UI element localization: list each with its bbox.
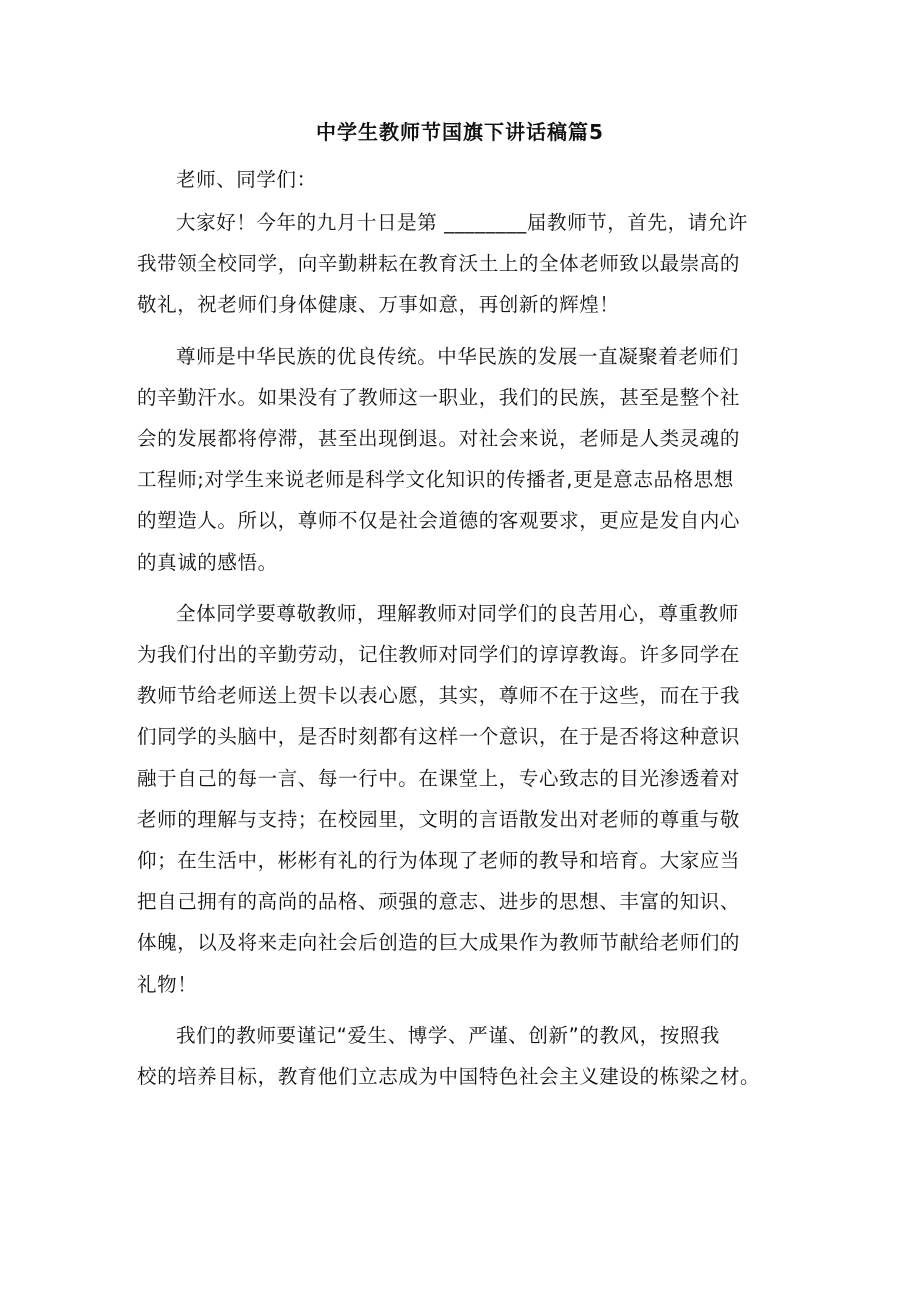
paragraph-line: 礼物！ <box>137 972 198 996</box>
paragraph-line: 大家好！今年的九月十日是第 ________届教师节，首先，请允许 <box>176 211 748 234</box>
paragraph-1 <box>137 202 807 326</box>
greeting-line: 老师、同学们： <box>176 168 317 191</box>
paragraph-line: 老师的理解与支持；在校园里，文明的言语散发出对老师的尊重与敬 <box>137 807 741 831</box>
paragraph-line: 仰；在生活中，彬彬有礼的行为体现了老师的教导和培育。大家应当 <box>137 849 741 873</box>
paragraph-line: 我带领全校同学，向辛勤耕耘在教育沃土上的全体老师致以最崇高的 <box>137 252 741 276</box>
paragraph-line: 敬礼，祝老师们身体健康、万事如意，再创新的辉煌！ <box>137 293 620 317</box>
paragraph-line: 的辛勤汗水。如果没有了教师这一职业，我们的民族，甚至是整个社 <box>137 385 741 409</box>
paragraph-3 <box>137 593 807 1005</box>
paragraph-line: 把自己拥有的高尚的品格、顽强的意志、进步的思想、丰富的知识、 <box>137 890 741 914</box>
paragraph-line: 为我们付出的辛勤劳动，记住教师对同学们的谆谆教诲。许多同学在 <box>137 643 741 667</box>
paragraph-line: 的真诚的感悟。 <box>137 550 278 574</box>
paragraph-2 <box>137 336 807 583</box>
document-title: 中学生教师节国旗下讲话稿篇5 <box>316 120 604 144</box>
paragraph-line: 会的发展都将停滞，甚至出现倒退。对社会来说，老师是人类灵魂的 <box>137 427 741 451</box>
paragraph-line: 们同学的头脑中，是否时刻都有这样一个意识，在于是否将这种意识 <box>137 725 741 749</box>
document-body <box>137 162 807 1097</box>
paragraph-line: 体魄，以及将来走向社会后创造的巨大成果作为教师节献给老师们的 <box>137 931 741 955</box>
paragraph-line: 工程师;对学生来说老师是科学文化知识的传播者,更是意志品格思想 <box>137 468 734 492</box>
paragraph-line: 校的培养目标，教育他们立志成为中国特色社会主义建设的栋梁之材。 <box>137 1065 761 1089</box>
paragraph-line: 融于自己的每一言、每一行中。在课堂上，专心致志的目光渗透着对 <box>137 766 741 790</box>
paragraph-line: 的塑造人。所以，尊师不仅是社会道德的客观要求，更应是发自内心 <box>137 509 741 533</box>
paragraph-line: 尊师是中华民族的优良传统。中华民族的发展一直凝聚着老师们 <box>176 344 739 368</box>
paragraph-line: 全体同学要尊敬教师，理解教师对同学们的良苦用心，尊重教师 <box>176 601 739 625</box>
paragraph-line: 我们的教师要谨记“爱生、博学、严谨、创新”的教风，按照我 <box>176 1023 721 1047</box>
paragraph-4 <box>137 1015 807 1097</box>
paragraph-line: 教师节给老师送上贺卡以表心愿，其实，尊师不在于这些，而在于我 <box>137 684 741 708</box>
